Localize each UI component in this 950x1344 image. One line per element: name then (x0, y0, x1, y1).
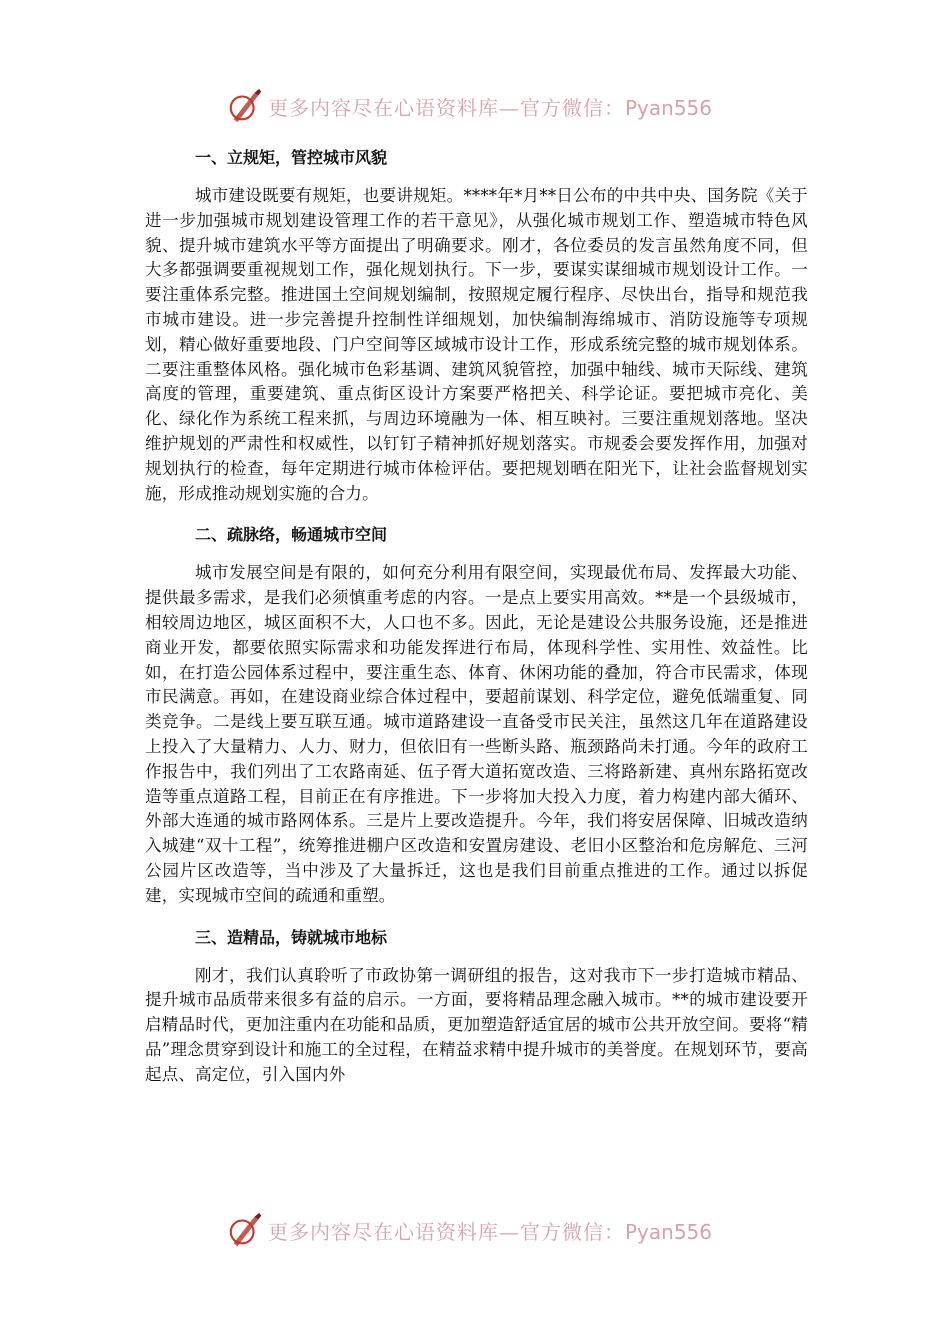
section-heading: 三、造精品，铸就城市地标 (195, 927, 388, 947)
section-heading: 二、疏脉络，畅通城市空间 (195, 525, 388, 545)
section-1 (145, 145, 808, 506)
section-paragraph: 城市建设既要有规矩，也要讲规矩。****年*月**日公布的中共中央、国务院《关于进一步加强城市规划建设管理工作的若干意见》，从强化城市规划工作、塑造城市特色风貌、提升城市建筑水平等方面提出了明确要求。刚才，各位委员的发言虽然角度不同，但大多都强调要重视规划工作，强化规划执行。下一步，要谋实谋细城市规划设计工作。一要注重体系完整。推进国土空间规划编制，按照规定履行程序、尽快出台，指导和规范我市城市建设。进一步完善提升控制性详细规划，加快编制海绵城市、消防设施等专项规划，精心做好重要地段、门户空间等区域城市设计工作，形成系统完整的城市规划体系。二要注重整体风格。强化城市色彩基调、建筑风貌管控，加强中轴线、城市天际线、建筑高度的管理，重要建筑、重点街区设计方案要严格把关、科学论证。要把城市亮化、美化、绿化作为系统工程来抓，与周边环境融为一体、相互映衬。三要注重规划落地。坚决维护规划的严肃性和权威性，以钉钉子精神抓好规划落实。市规委会要发挥作用，加强对规划执行的检查，每年定期进行城市体检评估。要把规划晒在阳光下，让社会监督规划实施，形成推动规划实施的合力。 (145, 186, 808, 503)
promo-text: 更多内容尽在心语资料库—官方微信：Pyan556 (268, 1219, 713, 1244)
header-banner (226, 86, 726, 126)
wechat-id: Pyan556 (625, 95, 713, 120)
document-body (145, 140, 808, 1104)
section-2 (145, 522, 808, 908)
pen-logo-icon (226, 1211, 264, 1249)
section-heading: 一、立规矩，管控城市风貌 (195, 148, 388, 167)
promo-text: 更多内容尽在心语资料库—官方微信：Pyan556 (268, 95, 713, 120)
wechat-id: Pyan556 (625, 1219, 713, 1244)
section-paragraph: 刚才，我们认真聆听了市政协第一调研组的报告，这对我市下一步打造城市精品、提升城市品质带来很多有益的启示。一方面，要将精品理念融入城市。**的城市建设要开启精品时代，更加注重内在功能和品质，更加塑造舒适宜居的城市公共开放空间。要将“精品”理念贯穿到设计和施工的全过程，在精益求精中提升城市的美誉度。在规划环节，要高起点、高定位，引入国内外 (145, 965, 808, 1084)
pen-logo-icon (226, 87, 264, 125)
section-3 (145, 925, 808, 1088)
footer-banner (226, 1210, 726, 1250)
section-paragraph: 城市发展空间是有限的，如何充分利用有限空间，实现最优布局、发挥最大功能、提供最多需求，是我们必须慎重考虑的内容。一是点上要实用高效。**是一个县级城市，相较周边地区，城区面积不大，人口也不多。因此，无论是建设公共服务设施，还是推进商业开发，都要依照实际需求和功能发挥进行布局，体现科学性、实用性、效益性。比如，在打造公园体系过程中，要注重生态、体育、休闲功能的叠加，符合市民需求，体现市民满意。再如，在建设商业综合体过程中，要超前谋划、科学定位，避免低端重复、同类竞争。二是线上要互联互通。城市道路建设一直备受市民关注，虽然这几年在道路建设上投入了大量精力、人力、财力，但依旧有一些断头路、瓶颈路尚未打通。今年的政府工作报告中，我们列出了工农路南延、伍子胥大道拓宽改造、三将路新建、真州东路拓宽改造等重点道路工程，目前正在有序推进。下一步将加大投入力度，着力构建内部大循环、外部大连通的城市路网体系。三是片上要改造提升。今年，我们将安居保障、旧城改造纳入城建“双十工程”，统筹推进棚户区改造和安置房建设、老旧小区整治和危房解危、三河公园片区改造等，当中涉及了大量拆迁，这也是我们目前重点推进的工作。通过以拆促建，实现城市空间的疏通和重塑。 (145, 563, 808, 905)
